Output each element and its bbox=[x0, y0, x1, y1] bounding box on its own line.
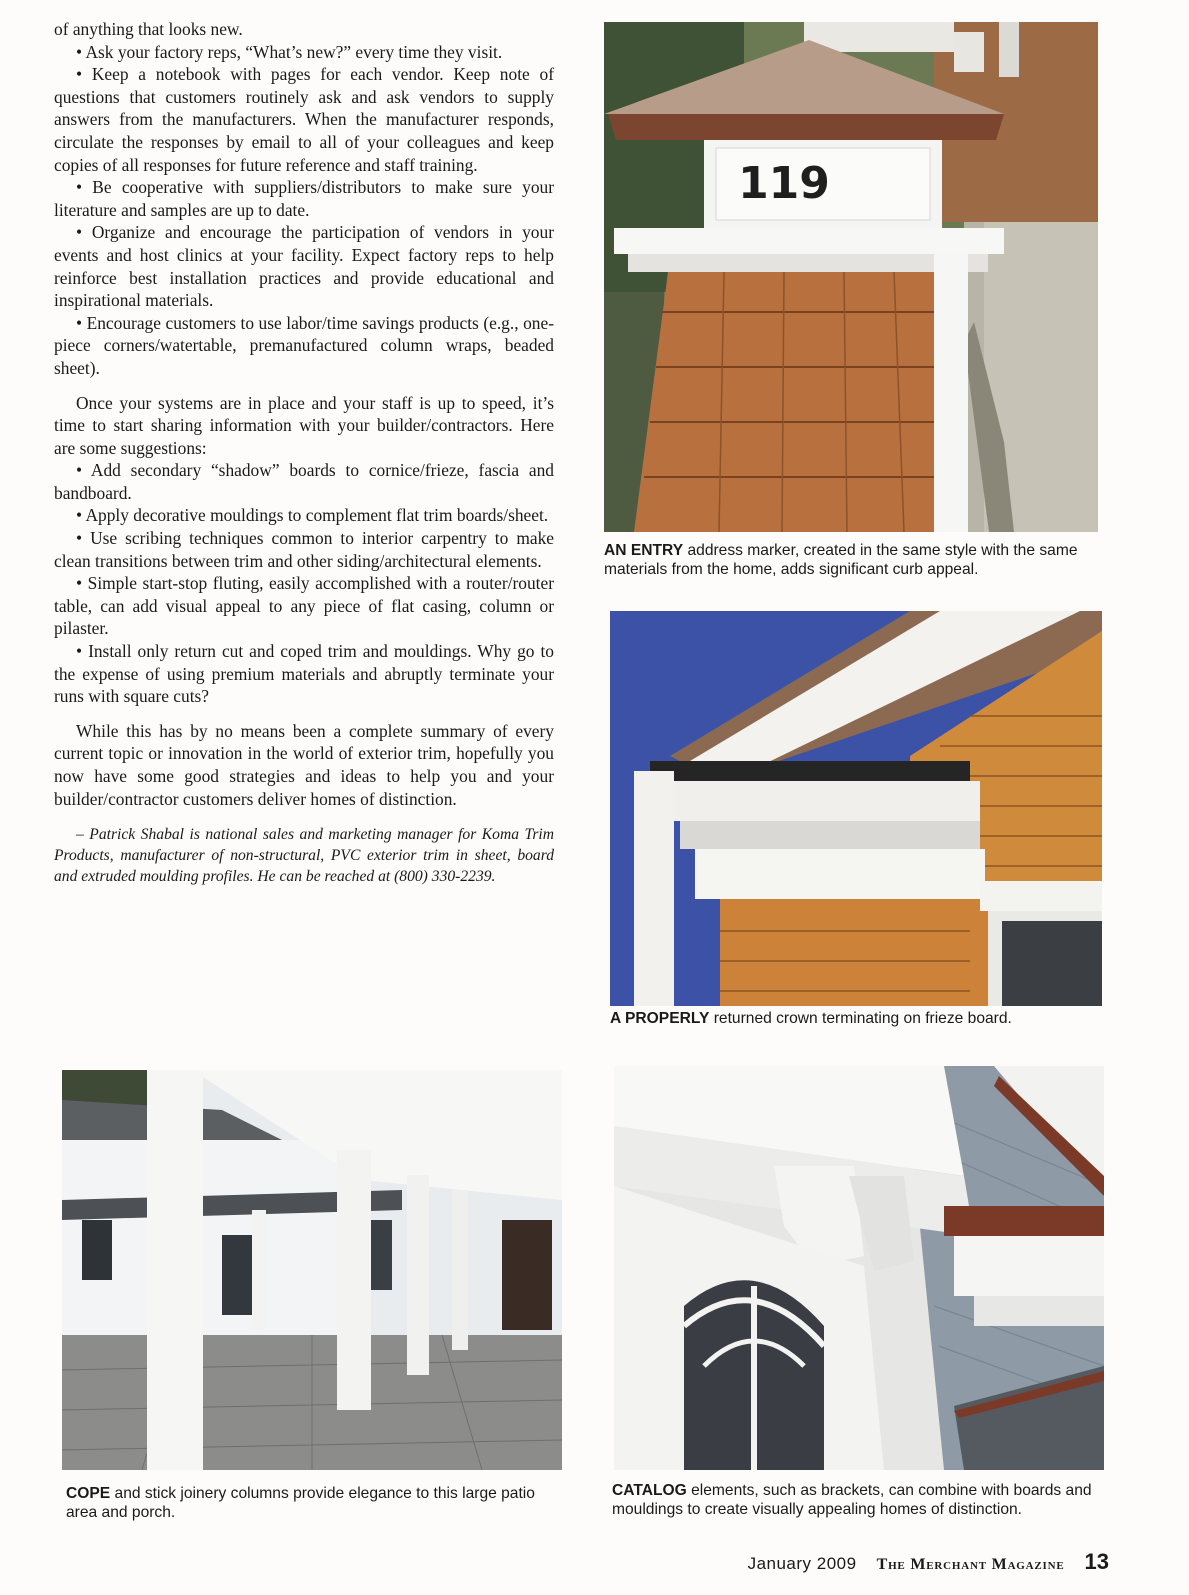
tip-scribing: • Use scribing techniques common to interior carpentry to make clean transitions between trim and other siding/architectural elements. bbox=[54, 528, 554, 571]
tip-organize-vendors: • Organize and encourage the participation of vendors in your events and host clinics at your facility. Expect factory reps to help reinforce best installation practices and provide educational and inspirational materials. bbox=[54, 222, 554, 311]
footer-magazine-name: The Merchant Magazine bbox=[876, 1556, 1065, 1573]
caption-patio bbox=[66, 1484, 562, 1522]
address-number: 119 bbox=[738, 158, 830, 209]
caption-crown bbox=[610, 1009, 1102, 1028]
tip-return-cut: • Install only return cut and coped trim and mouldings. Why go to the expense of using premium materials and abruptly terminate your runs with square cuts? bbox=[54, 641, 554, 707]
photo-patio-columns bbox=[62, 1070, 562, 1470]
tip-fluting: • Simple start-stop fluting, easily accomplished with a router/router table, can add visual appeal to any piece of flat casing, column or pilaster. bbox=[54, 573, 554, 639]
paragraph-closing: While this has by no means been a complete summary of every current topic or innovation in the world of exterior trim, hopefully you now have some good strategies and ideas to help you and your builder/contractor customers deliver homes of distinction. bbox=[54, 720, 554, 809]
caption-brackets-text: elements, such as brackets, can combine with boards and mouldings to create visually appealing homes of distinction. bbox=[612, 1482, 1092, 1518]
photo-returned-crown bbox=[610, 611, 1102, 1006]
photo-entry-address-marker bbox=[604, 22, 1098, 532]
caption-entry bbox=[604, 541, 1098, 579]
tip-labor-savings: • Encourage customers to use labor/time savings products (e.g., one-piece corners/watertable, premanufactured column wraps, beaded sheet). bbox=[54, 312, 554, 378]
footer-page-number: 13 bbox=[1084, 1549, 1109, 1574]
photo-catalog-brackets bbox=[614, 1066, 1104, 1470]
paragraph-systems: Once your systems are in place and your staff is up to speed, it’s time to start sharing information with your builder/contractors. Here are some suggestions: bbox=[54, 392, 554, 458]
tip-shadow-boards: • Add secondary “shadow” boards to cornice/frieze, fascia and bandboard. bbox=[54, 460, 554, 503]
intro-fragment: of anything that looks new. bbox=[54, 19, 243, 39]
caption-crown-text: returned crown terminating on frieze board. bbox=[709, 1010, 1012, 1027]
article-text-column bbox=[54, 18, 554, 887]
author-bio: – Patrick Shabal is national sales and marketing manager for Koma Trim Products, manufacturer of non-structural, PVC exterior trim in sheet, board and extruded moulding profiles. He can be reached at (800) 330-2239. bbox=[54, 826, 554, 886]
page-footer bbox=[748, 1549, 1109, 1577]
caption-patio-text: and stick joinery columns provide elegance to this large patio area and porch. bbox=[66, 1485, 535, 1521]
tip-notebook: • Keep a notebook with pages for each vendor. Keep note of questions that customers routinely ask and ask vendors to supply answers from the manufacturers. When the manufacturer responds, circulate the responses by email to all of your colleagues and keep copies of all responses for future reference and staff training. bbox=[54, 64, 554, 175]
caption-patio-lead: COPE bbox=[66, 1485, 111, 1502]
caption-entry-lead: AN ENTRY bbox=[604, 542, 684, 559]
caption-entry-text: address marker, created in the same style with the same materials from the home, adds significant curb appeal. bbox=[604, 542, 1078, 578]
tip-decorative-mouldings: • Apply decorative mouldings to complement flat trim boards/sheet. bbox=[76, 505, 549, 526]
caption-brackets-lead: CATALOG bbox=[612, 1482, 687, 1499]
caption-brackets bbox=[612, 1481, 1106, 1519]
caption-crown-lead: A PROPERLY bbox=[610, 1010, 710, 1027]
tip-ask-reps: • Ask your factory reps, “What’s new?” every time they visit. bbox=[76, 41, 503, 62]
footer-month: January 2009 bbox=[747, 1554, 857, 1573]
tip-cooperative: • Be cooperative with suppliers/distributors to make sure your literature and samples are up to date. bbox=[54, 177, 554, 220]
